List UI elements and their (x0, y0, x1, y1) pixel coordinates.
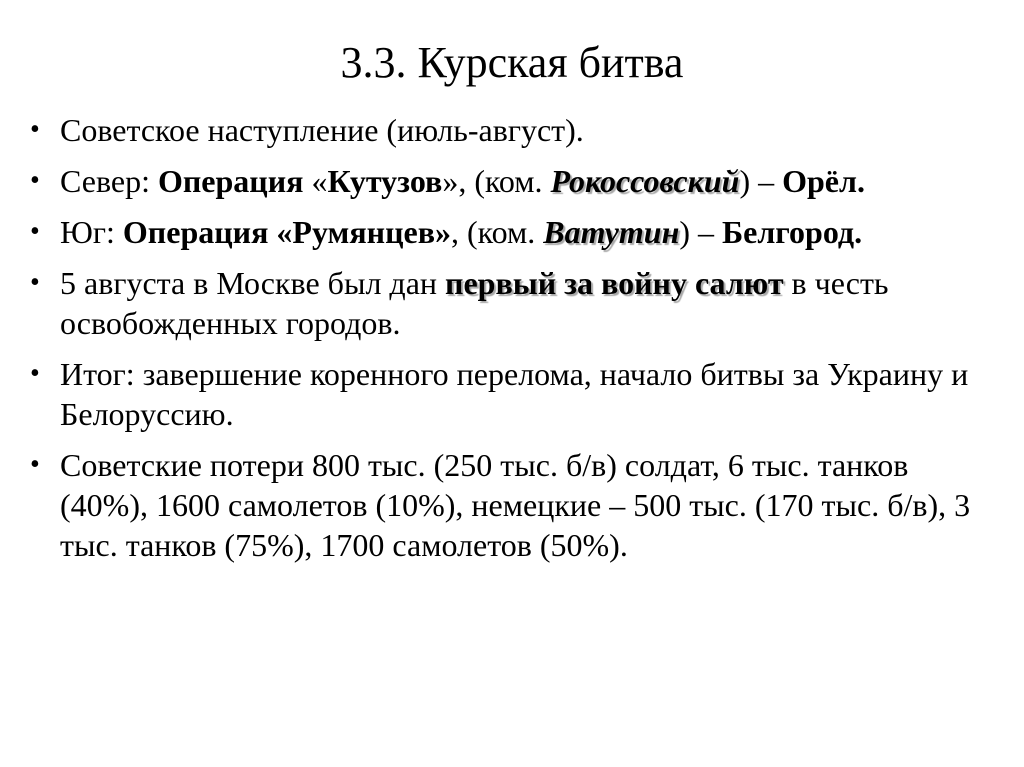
bullet-text: Итог: завершение коренного перелома, начало битвы за Украину и Белоруссию. (60, 356, 969, 432)
bullet-item-soviet-offensive (30, 110, 980, 150)
bullet-dot-icon: • (30, 267, 40, 298)
bullet-dot-icon: • (30, 449, 40, 480)
bullet-item-losses (30, 445, 980, 565)
bullet-dot-icon: • (30, 216, 40, 247)
bullet-item-result (30, 354, 980, 434)
bullet-text-commander-prefix: », (ком. (442, 163, 551, 199)
operation-kutuzov: Кутузов (327, 163, 443, 199)
bullet-text-salute-prefix: 5 августа в Москве был дан (60, 265, 446, 301)
bullet-dot-icon: • (30, 165, 40, 196)
bullet-text-commander-prefix: , (ком. (451, 214, 544, 250)
bullet-text-north-label: Север: (60, 163, 158, 199)
commander-vatutin: Ватутин (543, 214, 680, 250)
bullet-item-south (30, 212, 980, 252)
bullet-dot-icon: • (30, 358, 40, 389)
commander-rokossovsky: Рокоссовский (550, 163, 740, 199)
bullet-item-salute (30, 263, 980, 343)
first-salute-highlight: первый за войну салют (445, 265, 784, 301)
bullet-text-salute-suffix: в честь освобожденных городов. (60, 265, 889, 341)
operation-label: Операция (157, 163, 312, 199)
bullet-text: Советские потери 800 тыс. (250 тыс. б/в) солдат, 6 тыс. танков (40%), 1600 самолетов (10%), немецкие – 500 тыс. (170 тыс. б/в), 3 тыс. танков (75%), 1700 самолетов (50%). (60, 447, 971, 563)
city-belgorod: Белгород. (721, 214, 863, 250)
city-orel: Орёл. (782, 163, 865, 199)
bullet-text-dash: ) – (739, 163, 783, 199)
bullet-dot-icon: • (30, 114, 40, 145)
bullet-text-south-label: Юг: (60, 214, 123, 250)
bullet-text-dash: ) – (679, 214, 722, 250)
slide-title: 3.3. Курская битва (340, 38, 684, 87)
bullet-list (30, 110, 980, 576)
operation-rumyantsev: Операция «Румянцев» (122, 214, 452, 250)
quote-open: « (311, 163, 328, 199)
bullet-text: Советское наступление (июль-август). (60, 112, 584, 148)
bullet-item-north (30, 161, 980, 201)
